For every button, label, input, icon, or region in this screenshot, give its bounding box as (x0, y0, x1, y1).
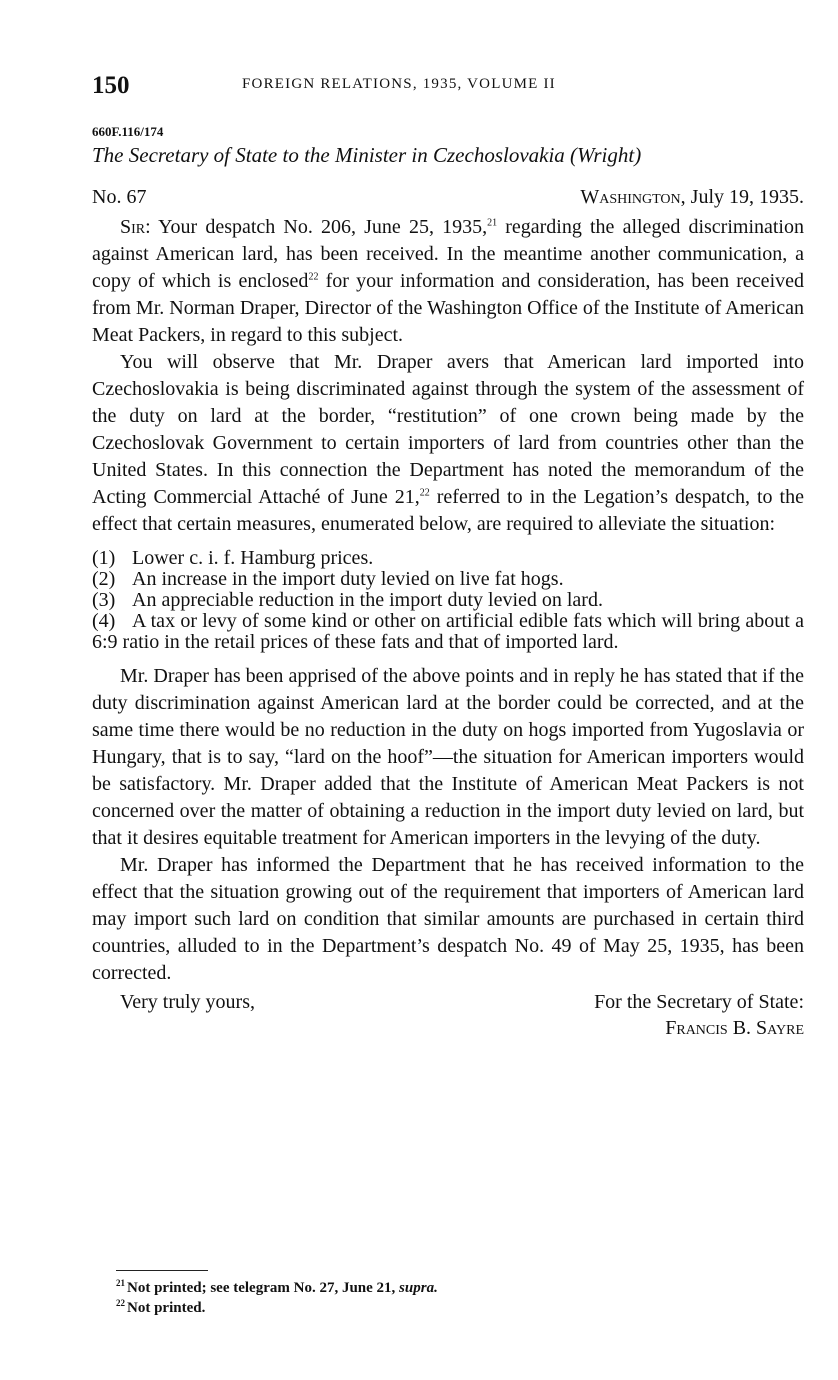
list-item (92, 590, 804, 611)
paragraph-1: Sir: Your despatch No. 206, June 25, 1935,21 regarding the alleged discrimination against American lard, has been received. In the meantime another communication, a copy of which is enclosed$^{22}$ for your information and consideration, has been received from Mr. Norman Draper, Director of the Washington Office of the Institute of American Meat Packers, in regard to this subject. (92, 216, 804, 346)
for-secretary-line: For the Secretary of State: (594, 991, 804, 1013)
page-number: 150 (92, 72, 130, 99)
list-item (92, 548, 804, 569)
list-item (92, 569, 804, 590)
dateline-city: Washington (580, 186, 681, 208)
letter-body (92, 214, 804, 1041)
paragraph-4: Mr. Draper has informed the Department that he has received information to the effect that the situation growing out of the requirement that importers of American lard may import such lard on condition that similar amounts are purchased in certain third countries, alluded to in the Department’s despatch No. 49 of May 25, 1935, has been corrected. (92, 854, 804, 984)
list-item-text: Lower c. i. f. Hamburg prices. (132, 547, 374, 569)
list-item-text: An appreciable reduction in the import duty levied on lard. (132, 589, 603, 611)
list-item (92, 611, 804, 653)
measures-list (92, 548, 804, 653)
paragraph-3: Mr. Draper has been apprised of the above points and in reply he has stated that if the duty discrimination against American lard at the border could be corrected, and at the same time there would be no reduction in the duty on hogs imported from Yugoslavia or Hungary, that is to say, “lard on the hoof”—the situation for American importers would be satisfactory. Mr. Draper added that the Institute of American Meat Packers is not concerned over the matter of obtaining a reduction in the import duty levied on lard, but that it desires equitable treatment for American importers in the levying of the duty. (92, 665, 804, 849)
footnote-ref: 22 (308, 271, 319, 283)
running-title: FOREIGN RELATIONS, 1935, VOLUME II (242, 76, 556, 92)
dateline (580, 186, 804, 209)
document-header (92, 186, 804, 214)
list-item-text: An increase in the import duty levied on live fat hogs. (132, 568, 564, 590)
list-item-number: (1) (92, 547, 116, 569)
footnote-marker: 21 (116, 1278, 125, 1288)
list-item-number: (3) (92, 589, 116, 611)
signature: Francis B. Sayre (665, 1017, 804, 1039)
document-number: No. 67 (92, 186, 147, 208)
valediction: Very truly yours, (120, 991, 255, 1013)
salutation: Sir (120, 216, 146, 238)
document-page (92, 0, 804, 1380)
footnote-ref: 22 (419, 487, 430, 499)
footnote-ref: 21 (487, 217, 498, 229)
paragraph-2: You will observe that Mr. Draper avers that American lard imported into Czechoslovakia is being discriminated against through the system of the assessment of the duty on lard at the border, “restitution” of one crown being made by the Czechoslovak Government to certain importers of lard from countries other than the United States. In this connection the Department has noted the memorandum of the Acting Commercial Attaché of June 21,22 referred to in the Legation’s despatch, to the effect that certain measures, enumerated below, are required to alleviate the situation: (92, 351, 804, 535)
list-item-text: A tax or levy of some kind or other on artificial edible fats which will bring about a 6:9 ratio in the retail prices of these fats and that of imported lard. (92, 610, 804, 653)
footnote: $^{22}$ Not printed. (116, 1298, 206, 1316)
running-head (92, 70, 804, 106)
footnote-divider (116, 1270, 208, 1271)
file-number: 660F.116/174 (92, 124, 164, 139)
closing (92, 989, 804, 1041)
footnotes (116, 1278, 438, 1318)
footnote: $^{21}$ Not printed; see telegram No. 27, June 21, supra. (116, 1278, 438, 1296)
document-title: The Secretary of State to the Minister in Czechoslovakia (Wright) (92, 143, 642, 167)
list-item-number: (2) (92, 568, 116, 590)
footnote-marker: 22 (116, 1298, 125, 1308)
list-item-number: (4) (92, 610, 116, 632)
dateline-date: , July 19, 1935. (680, 186, 804, 208)
